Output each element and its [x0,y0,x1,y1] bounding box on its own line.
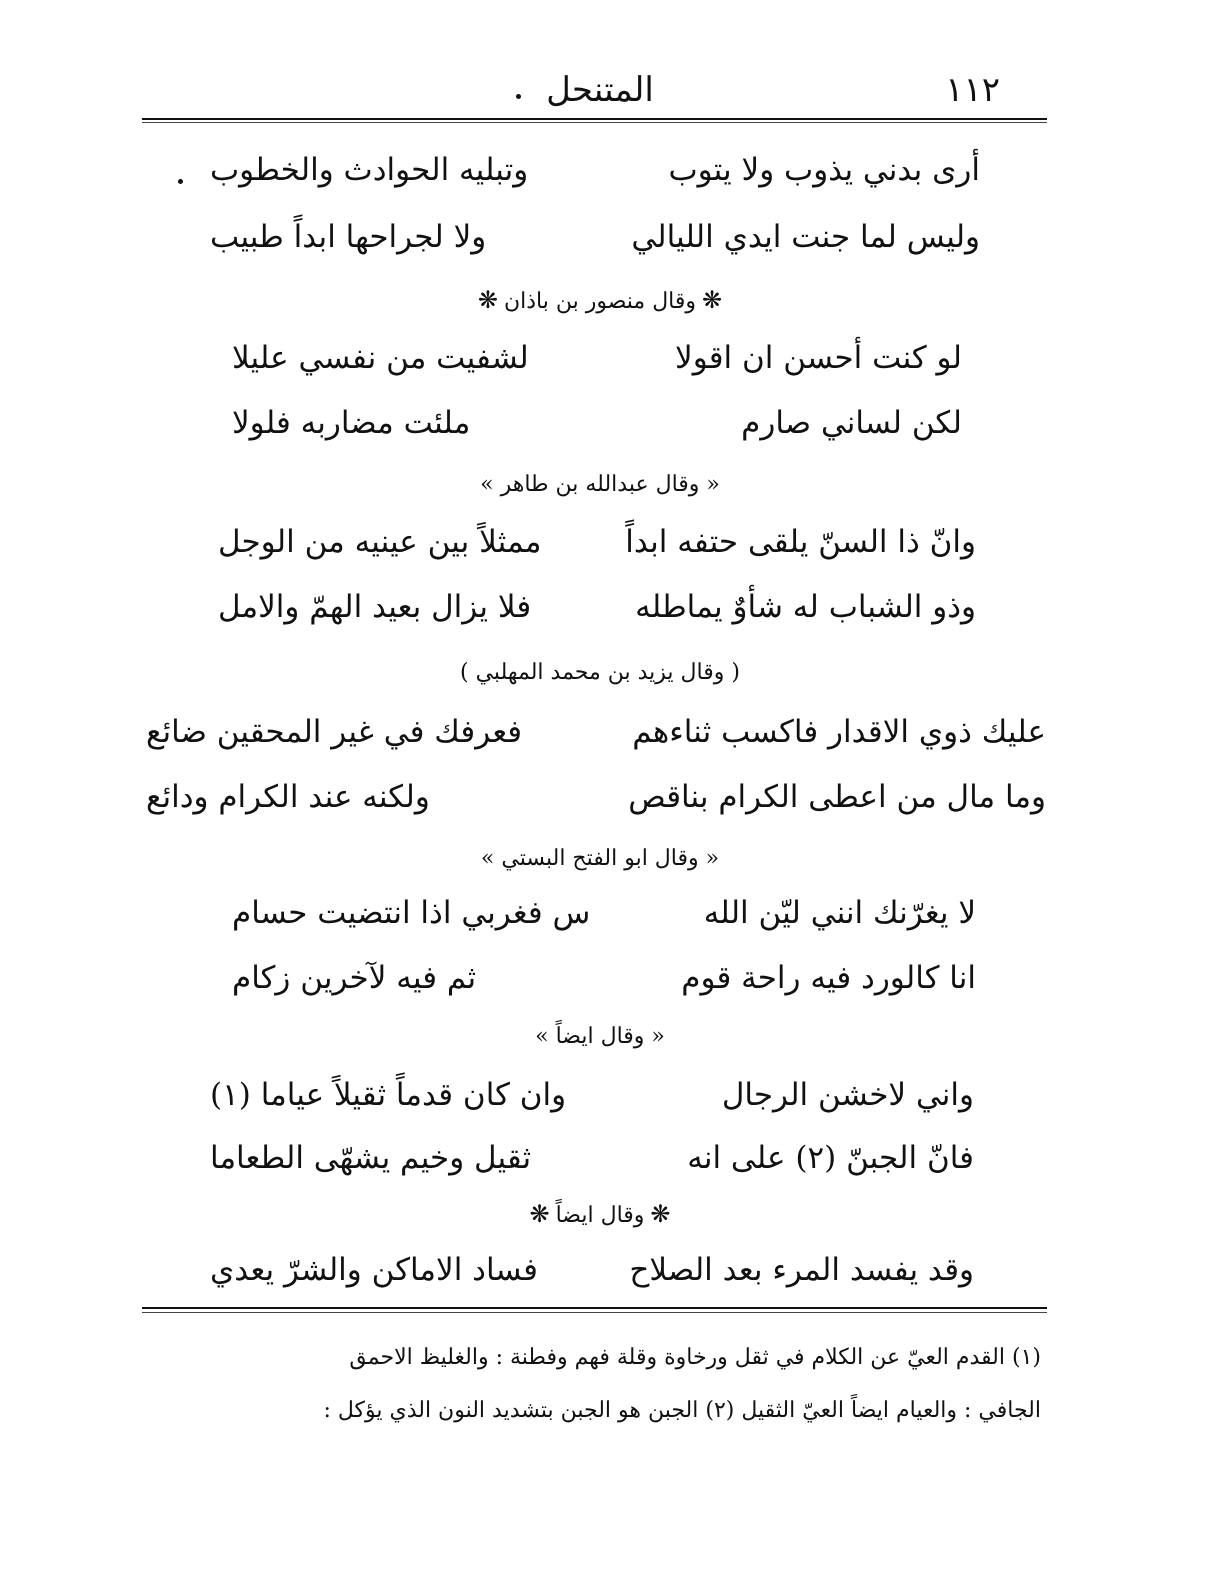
verse-second-hemistich: ممثلاً بين عينيه من الوجل [218,524,542,560]
verse-first-hemistich: لكن لساني صارم [741,405,962,441]
header-rule [142,118,1047,120]
footnote-rule-thin [142,1312,1047,1313]
verse-first-hemistich: لا يغرّنك انني ليّن الله [703,895,976,931]
heading-text: « وقال عبدالله بن طاهر » [480,472,720,497]
verse-first-hemistich: وانّ ذا السنّ يلقى حتفه ابداً [625,524,976,560]
poet-heading [300,286,900,314]
heading-text: « وقال ابو الفتح البستي » [480,846,720,871]
poet-heading [300,846,900,871]
heading-text: وقال ايضاً [555,1203,645,1228]
verse-second-hemistich: فلا يزال بعيد الهمّ والامل [218,589,532,625]
ink-speck [178,179,183,184]
poet-heading [300,660,900,685]
verse-line [218,524,976,567]
verse-second-hemistich: ثقيل وخيم يشهّى الطعاما [210,1140,532,1176]
verse-first-hemistich: وما مال من اعطى الكرام بناقص [628,779,1046,815]
poet-heading [300,472,900,497]
verse-second-hemistich: وتبليه الحوادث والخطوب [210,152,529,188]
verse-second-hemistich: ولكنه عند الكرام ودائع [146,779,430,815]
poet-heading [300,1024,900,1049]
verse-second-hemistich: ولا لجراحها ابداً طبيب [210,219,487,255]
verse-line [232,960,976,1003]
footnote-line: الجافي : والعيام ايضاً العيّ الثقيل (٢) الجبن هو الجبن بتشديد النون الذي يؤكل : [323,1398,1041,1423]
verse-second-hemistich: ملئت مضاربه فلولا [232,405,471,441]
verse-line [232,340,962,383]
heading-text: ( وقال يزيد بن محمد المهلبي ) [460,660,740,685]
verse-second-hemistich: فعرفك في غير المحقين ضائع [146,714,523,750]
ink-speck [516,94,521,99]
verse-line [232,405,962,448]
verse-first-hemistich: انا كالورد فيه راحة قوم [681,960,976,996]
verse-line [146,779,1046,822]
verse-line [218,589,976,632]
verse-first-hemistich: لو كنت أحسن ان اقولا [675,340,962,376]
verse-line [232,895,976,938]
running-title: المتنحل [546,70,654,110]
heading-text: وقال منصور بن باذان [503,289,697,314]
ornament-icon: ❋ [477,286,498,314]
header-rule-thin [142,122,1047,123]
verse-line [210,152,980,195]
ornament-icon: ❋ [650,1200,671,1228]
footnote-line: (١) القدم العيّ عن الكلام في ثقل ورخاوة وقلة فهم وفطنة : والغليظ الاحمق [349,1345,1041,1370]
verse-line [210,1077,974,1120]
ornament-icon: ❋ [529,1200,550,1228]
verse-second-hemistich: ثم فيه لآخرين زكام [232,960,477,996]
verse-first-hemistich: وليس لما جنت ايدي الليالي [631,219,980,255]
footnote-rule [142,1307,1047,1309]
ornament-icon: ❋ [702,286,723,314]
heading-text: « وقال ايضاً » [535,1024,665,1049]
verse-line [210,219,980,262]
verse-first-hemistich: وذو الشباب له شأوٌ يماطله [635,589,976,625]
verse-first-hemistich: عليك ذوي الاقدار فاكسب ثناءهم [632,714,1046,750]
verse-second-hemistich: فساد الاماكن والشرّ يعدي [210,1252,538,1288]
verse-first-hemistich: أرى بدني يذوب ولا يتوب [668,152,980,188]
verse-second-hemistich: وان كان قدماً ثقيلاً عياما (١) [210,1077,567,1113]
page-number: ١١٢ [945,70,1000,110]
verse-line [146,714,1046,757]
poet-heading [300,1200,900,1228]
verse-first-hemistich: فانّ الجبنّ (٢) على انه [687,1140,974,1176]
verse-line [210,1252,974,1295]
verse-first-hemistich: واني لاخشن الرجال [721,1077,974,1113]
verse-second-hemistich: لشفيت من نفسي عليلا [232,340,529,376]
verse-line [210,1140,974,1183]
verse-second-hemistich: س فغربي اذا انتضيت حسام [232,895,591,931]
verse-first-hemistich: وقد يفسد المرء بعد الصلاح [629,1252,974,1288]
